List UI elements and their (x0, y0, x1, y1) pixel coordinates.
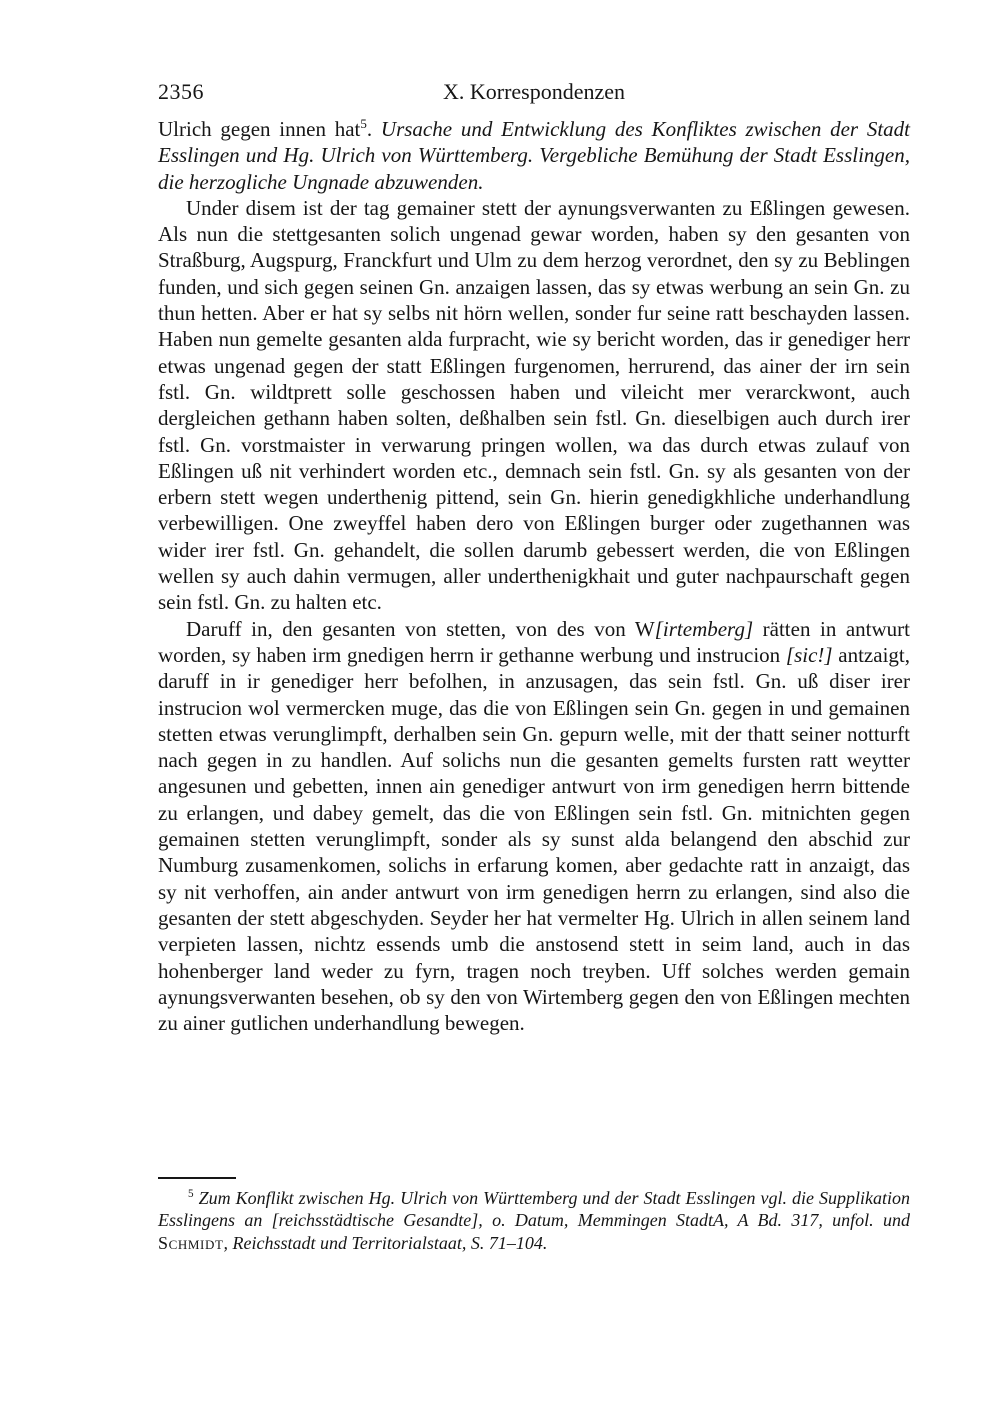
footnote-area (158, 1177, 910, 1254)
text-segment: antzaigt, daruff in ir genediger herr befolhen, in anzusagen, das sein fstl. Gn. uß diser irer instrucion wol vermercken muge, das die von Eßlingen sein Gn. gegen in und gemainen stetten etwas verunglimpft, derhalben sein Gn. gepurn welle, mit der thatt seiner notturft nach gegen in zu handlen. Auf solichs nun die gesanten gemelts fursten ratt weytter angesunen und gebetten, innen ain genediger antwurt von irm genedigen herrn bittende zu erlangen, und dabey gemelt, das die von Eßlingen sein fstl. Gn. mitnichten gegen gemainen stetten verunglimpft, sonder als sy sunst alda belangend den abschid zur Numburg zusamenkomen, solichs in erfarung komen, aber gedachte ratt in anzaigt, das sy nit verhoffen, ain ander antwurt von irm genedigen herrn zu erlangen, sind also die gesanten der stett abgeschyden. Seyder her hat vermelter Hg. Ulrich in allen seinem land verpieten lassen, nichtz essends umb die anstosend stett in seim land, auch in das hohenberger land weder zu fyrn, tragen noch treyben. Uff solches werden gemain aynungsverwanten besehen, ob sy den von Wirtemberg gegen den von Eßlingen mechten zu ainer gutlichen underhandlung bewegen. (158, 642, 910, 1036)
body-paragraph-1 (158, 195, 910, 616)
running-title: X. Korrespondenzen (442, 79, 626, 104)
footnote-separator (158, 1177, 236, 1179)
body-paragraph-2 (158, 616, 910, 1037)
page-header (158, 78, 910, 106)
page-number: 2356 (158, 79, 204, 104)
text-segment: Ulrich gegen innen hat (158, 117, 361, 141)
text-segment: . (366, 117, 381, 141)
text-segment: [irtemberg] (654, 616, 754, 641)
summary-paragraph (158, 116, 910, 195)
text-segment: 5 (188, 1188, 194, 1200)
text-segment: 5 (360, 116, 367, 131)
text-segment: rätten in antwurt worden, sy haben irm gnedigen herrn ir gethanne werbung und instrucion (158, 616, 910, 667)
text-segment: Zum Konflikt zwischen Hg. Ulrich von Württemberg und der Stadt Esslingen vgl. die Supplikation Esslingens an [reichsstädtische Gesandte], o. Datum, Memmingen StadtA, A Bd. 317, unfol. und (158, 1188, 910, 1231)
main-text (158, 116, 910, 1036)
text-segment: Ursache und Entwicklung des Konfliktes zwischen der Stadt Esslingen und Hg. Ulrich von Württemberg. Vergebliche Bemühung der Stadt Esslingen, die herzogliche Ungnade abzuwenden. (158, 117, 911, 194)
text-segment: Schmidt (158, 1232, 224, 1253)
text-segment: Daruff in, den gesanten von stetten, von des von W (186, 616, 655, 641)
footnote (158, 1187, 910, 1254)
text-segment: [sic!] (785, 642, 833, 667)
text-segment: , Reichsstadt und Territorialstaat, S. 71–104. (223, 1232, 548, 1253)
text-segment: Under disem ist der tag gemainer stett der aynungsverwanten zu Eßlingen gewesen. Als nun die stettgesanten solich ungenad gewar worden, haben sy den gesanten von Straßburg, Augspurg, Franckfurt und Ulm zu dem herzog verordnet, den sy zu Beblingen funden, und sich gegen seinen Gn. anzaigen lassen, das sy etwas werbung an sein Gn. zu thun hetten. Aber er hat sy selbs nit hörn wellen, sonder fur seine ratt beschayden lassen. Haben nun gemelte gesanten alda furpracht, wie sy bericht worden, das ir genediger herr etwas ungenad gegen der statt Eßlingen furgenomen, herrurend, das ainer der irn sein fstl. Gn. wildtprett solle geschossen haben und vileicht mer verarckwont, auch dergleichen gethann haben solten, deßhalben sein fstl. Gn. dieselbigen auch durch irer fstl. Gn. vorstmaister in verwarung pringen wollen, wa das durch etwas zulauf von Eßlingen uß nit verhindert worden etc., demnach sein fstl. Gn. sy als gesanten von der erbern stett wegen underthenig pittend, sein Gn. hierin genedigkhliche underhandlung verbewilligen. One zweyffel haben dero von Eßlingen burger oder zugethannen was wider irer fstl. Gn. gehandelt, die sollen darumb gebessert werden, die von Eßlingen wellen sy auch dahin vermugen, aller underthenigkhait und guter nachpaurschaft gegen sein fstl. Gn. zu halten etc. (158, 195, 910, 615)
